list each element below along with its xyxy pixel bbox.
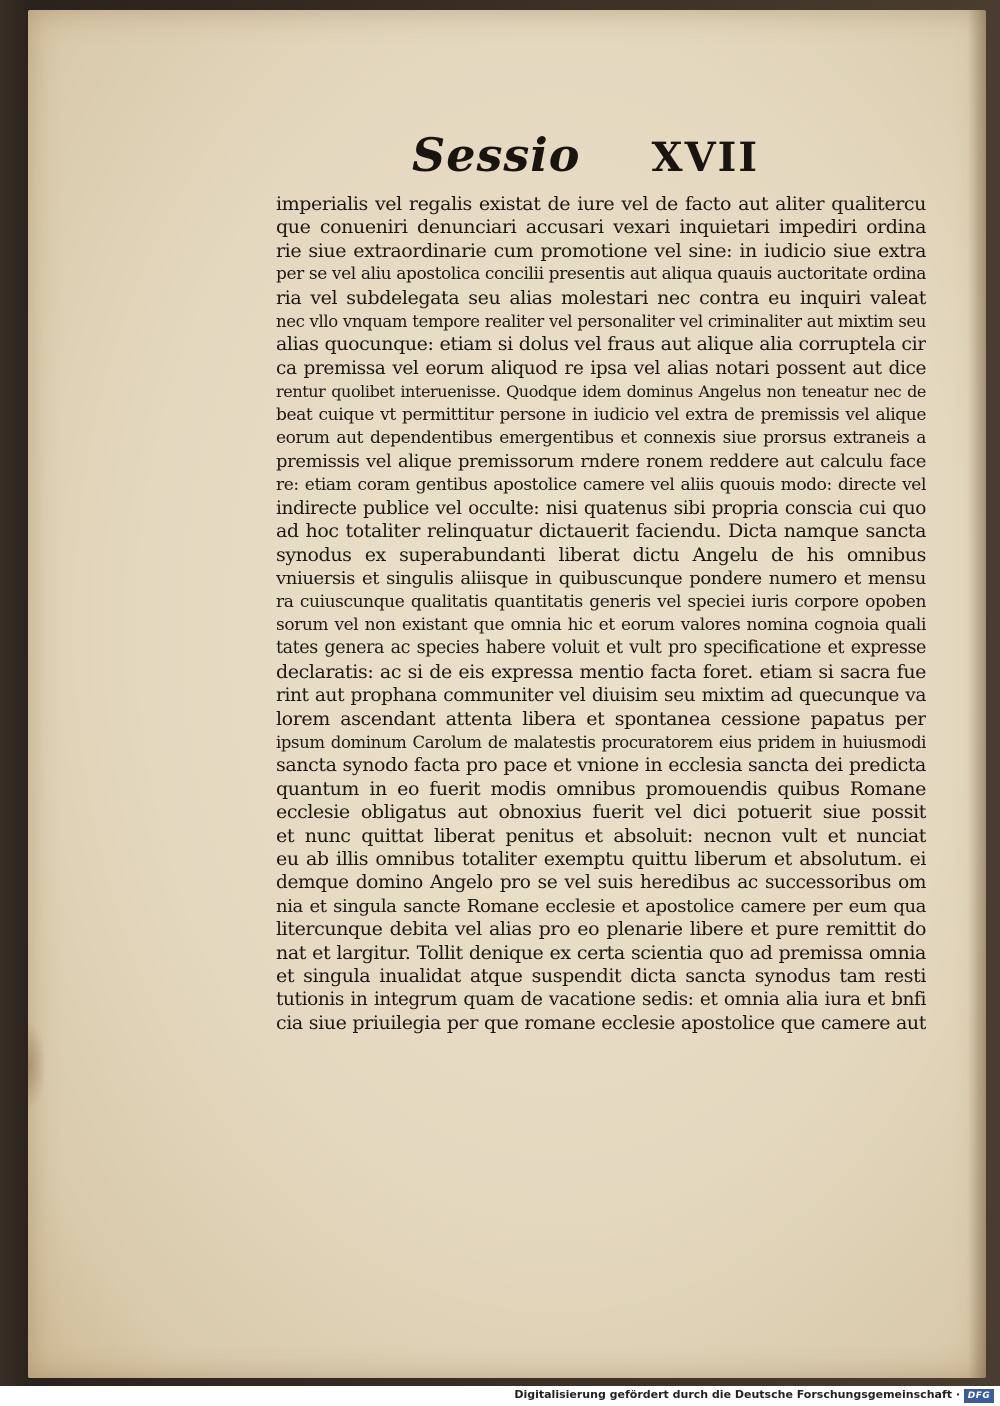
text-line: et singula inualidat atque suspendit dicta sancta synodus tam resti <box>276 964 926 987</box>
text-block <box>276 193 926 1035</box>
text-line: ipsum dominum Carolum de malatestis procuratorem eius pridem in huiusmodi <box>276 732 926 752</box>
text-line: cia siue priuilegia per que romane ecclesie apostolice que camere aut <box>276 1011 926 1034</box>
dfg-logo-icon: DFG <box>964 1389 994 1403</box>
heading-word: Sessio <box>412 128 581 182</box>
text-line: nia et singula sancte Romane ecclesie et apostolice camere per eum qua <box>276 895 926 917</box>
text-line: declaratis: ac si de eis expressa mentio facta foret. etiam si sacra fue <box>276 660 926 683</box>
text-line: per se vel aliu apostolica concilii presentis aut aliqua quauis auctoritate ordina <box>276 264 926 285</box>
text-line: et nunc quittat liberat penitus et absoluit: necnon vult et nunciat <box>276 824 926 847</box>
text-line: indirecte publice vel occulte: nisi quatenus sibi propria conscia cui quo <box>276 498 926 520</box>
page-stain <box>28 1020 46 1110</box>
text-line: ecclesie obligatus aut obnoxius fuerit vel dici potuerit siue possit <box>276 801 926 824</box>
text-line: ra cuiuscunque qualitatis quantitatis generis vel speciei iuris corpore opoben <box>276 591 926 612</box>
text-line: alias quocunque: etiam si dolus vel fraus aut alique alia corruptela cir <box>276 333 926 356</box>
text-line: tutionis in integrum quam de vacatione sedis: et omnia alia iura et bnfi <box>276 989 926 1011</box>
text-line: ca premissa vel eorum aliquod re ipsa vel alias notari possent aut dice <box>276 357 926 379</box>
heading-session-number: XVII <box>651 134 760 181</box>
footer-credit: Digitalisierung gefördert durch die Deutsche Forschungsgemeinschaft · <box>514 1388 960 1401</box>
text-line: lorem ascendant attenta libera et spontanea cessione papatus per <box>276 707 926 730</box>
text-line: rint aut prophana communiter vel diuisim seu mixtim ad quecunque va <box>276 685 926 707</box>
text-line: ria vel subdelegata seu alias molestari nec contra eu inquiri valeat <box>276 286 926 309</box>
text-line: eu ab illis omnibus totaliter exemptu quittu liberum et absolutum. ei <box>276 847 926 870</box>
text-line: nat et largitur. Tollit denique ex certa scientia quo ad premissa omnia <box>276 941 926 964</box>
text-line: vniuersis et singulis aliisque in quibuscunque pondere numero et mensu <box>276 568 926 590</box>
text-line: rentur quolibet interuenisse. Quodque idem dominus Angelus non teneatur nec de <box>276 382 926 402</box>
text-line: tates genera ac species habere voluit et vult pro specificatione et expresse <box>276 638 926 659</box>
text-line: que conueniri denunciari accusari vexari inquietari impediri ordina <box>276 216 926 239</box>
text-line: eorum aut dependentibus emergentibus et connexis siue prorsus extraneis a <box>276 427 926 448</box>
text-line: nec vllo vnquam tempore realiter vel personaliter vel criminaliter aut mixtim seu <box>276 311 926 331</box>
text-line: beat cuique vt permittitur persone in iudicio vel extra de premissis vel alique <box>276 404 926 425</box>
running-heading <box>412 128 832 192</box>
text-line: litercunque debita vel alias pro eo plenarie libere et pure remittit do <box>276 918 926 941</box>
text-line: sorum vel non existant que omnia hic et eorum valores nomina cognoia quali <box>276 615 926 636</box>
page-gutter-shadow <box>968 10 986 1378</box>
text-line: imperialis vel regalis existat de iure vel de facto aut aliter qualitercu <box>276 193 926 215</box>
text-line: demque domino Angelo pro se vel suis heredibus ac successoribus om <box>276 872 926 894</box>
text-line: ad hoc totaliter relinquatur dictauerit faciendu. Dicta namque sancta <box>276 520 926 543</box>
text-line: re: etiam coram gentibus apostolice camere vel aliis quouis modo: directe vel <box>276 474 926 495</box>
text-line: premissis vel alique premissorum rndere ronem reddere aut calculu face <box>276 451 926 473</box>
text-line: rie siue extraordinarie cum promotione vel sine: in iudicio siue extra <box>276 239 926 262</box>
footer-bar <box>0 1386 1000 1406</box>
text-line: sancta synodo facta pro pace et vnione in ecclesia sancta dei predicta <box>276 754 926 777</box>
text-line: synodus ex superabundanti liberat dictu Angelu de his omnibus <box>276 543 926 566</box>
text-line: quantum in eo fuerit modis omnibus promouendis quibus Romane <box>276 777 926 800</box>
